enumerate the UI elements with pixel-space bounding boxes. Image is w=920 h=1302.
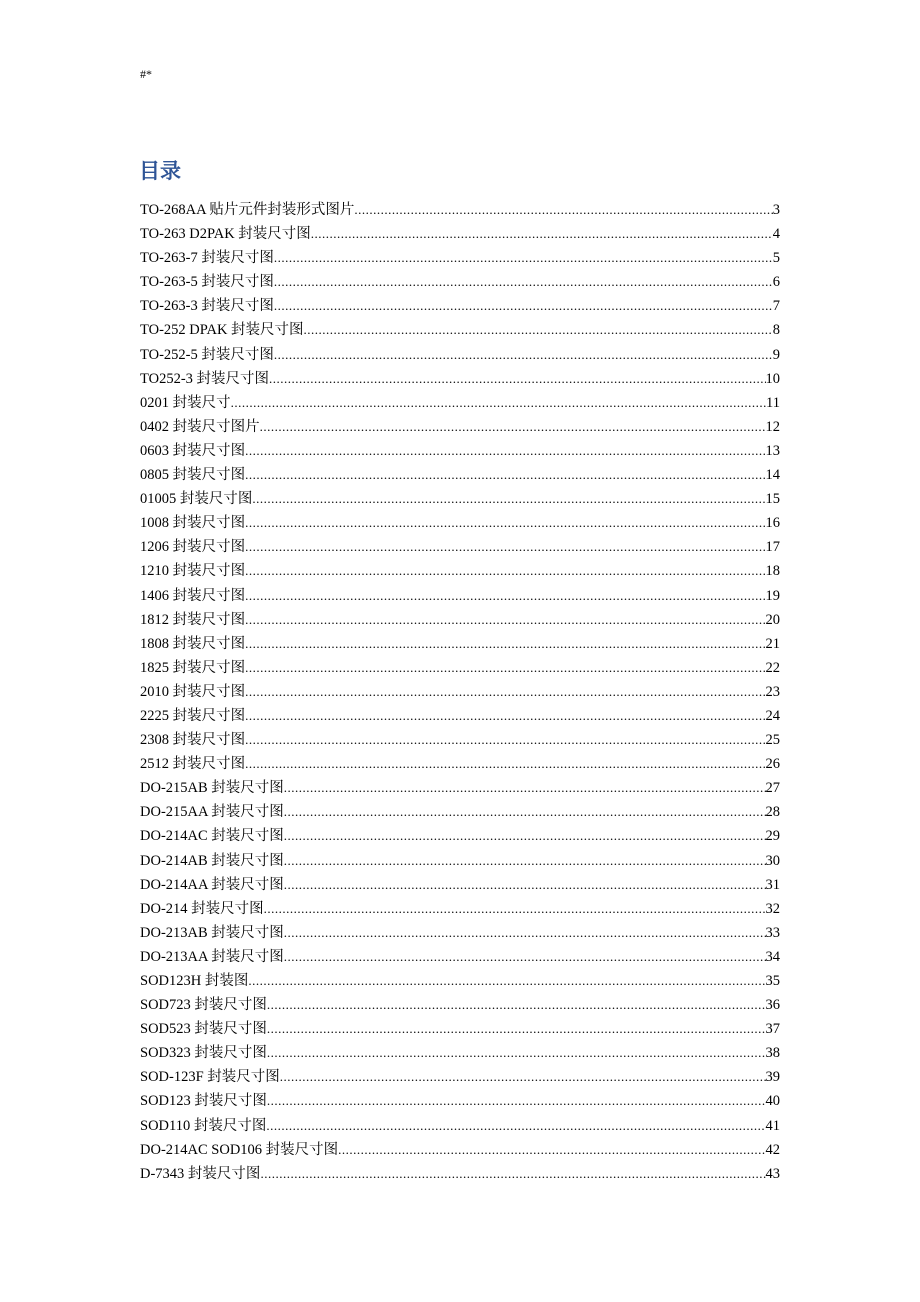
toc-entry-page-number: 32: [765, 900, 780, 917]
toc-entry[interactable]: [140, 969, 780, 993]
toc-entry-label: 2225 封装尺寸图: [140, 707, 246, 724]
toc-dot-leader: [245, 680, 765, 704]
toc-entry[interactable]: [140, 222, 780, 246]
toc-entry[interactable]: [140, 1162, 780, 1186]
toc-entry[interactable]: [140, 270, 780, 294]
toc-dot-leader: [274, 246, 773, 270]
toc-entry-page-number: 21: [765, 635, 780, 652]
toc-entry[interactable]: [140, 367, 780, 391]
toc-dot-leader: [284, 945, 766, 969]
toc-entry-page-number: 23: [765, 683, 780, 700]
toc-entry-page-number: 7: [772, 298, 780, 315]
toc-entry[interactable]: [140, 318, 780, 342]
toc-entry-label: DO-214AC 封装尺寸图: [140, 828, 284, 845]
toc-entry-label: SOD123H 封装图: [140, 973, 249, 989]
toc-dot-leader: [260, 415, 766, 439]
toc-entry-page-number: 30: [765, 852, 780, 869]
toc-entry-page-number: 20: [765, 611, 780, 628]
toc-entry[interactable]: [140, 945, 780, 969]
toc-entry-label: TO-263-5 封装尺寸图: [140, 274, 274, 291]
toc-entry[interactable]: [140, 439, 780, 463]
toc-entry[interactable]: [140, 776, 780, 800]
toc-entry[interactable]: [140, 632, 780, 656]
toc-entry[interactable]: [140, 1017, 780, 1041]
toc-dot-leader: [248, 969, 765, 993]
toc-entry[interactable]: [140, 824, 780, 848]
toc-entry-page-number: 17: [765, 539, 780, 556]
toc-dot-leader: [252, 487, 765, 511]
toc-dot-leader: [269, 367, 765, 391]
toc-entry-page-number: 33: [765, 924, 780, 941]
toc-entry-page-number: 9: [772, 346, 780, 363]
toc-entry-label: 0201 封装尺寸: [140, 394, 231, 411]
toc-entry[interactable]: [140, 487, 780, 511]
toc-entry[interactable]: [140, 463, 780, 487]
toc-entry[interactable]: [140, 1114, 780, 1138]
toc-dot-leader: [267, 993, 766, 1017]
toc-entry-label: 0603 封装尺寸图: [140, 442, 246, 459]
toc-entry-label: TO252-3 封装尺寸图: [140, 370, 270, 387]
toc-entry-page-number: 11: [766, 394, 780, 411]
toc-entry-page-number: 40: [765, 1093, 780, 1110]
toc-entry-label: D-7343 封装尺寸图: [140, 1165, 261, 1182]
toc-entry[interactable]: [140, 535, 780, 559]
toc-dot-leader: [267, 1017, 766, 1041]
header-mark: #*: [140, 67, 152, 81]
toc-dot-leader: [260, 1162, 765, 1186]
toc-entry-label: SOD723 封装尺寸图: [140, 997, 267, 1014]
toc-entry-label: DO-213AA 封装尺寸图: [140, 948, 284, 965]
toc-entry-page-number: 10: [765, 370, 780, 387]
toc-entry[interactable]: [140, 680, 780, 704]
toc-entry-page-number: 19: [765, 587, 780, 604]
toc-entry-label: 2010 封装尺寸图: [140, 683, 246, 700]
toc-entry[interactable]: [140, 800, 780, 824]
toc-entry-label: 1406 封装尺寸图: [140, 587, 246, 604]
toc-entry-page-number: 43: [765, 1165, 780, 1182]
toc-entry-page-number: 15: [765, 491, 780, 508]
toc-entry-label: TO-263 D2PAK 封装尺寸图: [140, 226, 311, 243]
toc-entry-page-number: 6: [772, 274, 780, 291]
toc-entry-label: DO-213AB 封装尺寸图: [140, 924, 284, 941]
toc-entry-page-number: 12: [765, 418, 780, 435]
toc-entry-page-number: 29: [765, 828, 780, 845]
toc-entry-page-number: 5: [772, 250, 780, 267]
toc-entry-page-number: 35: [765, 973, 780, 989]
toc-entry-page-number: 27: [765, 780, 780, 797]
toc-entry[interactable]: [140, 198, 780, 222]
toc-list: [140, 198, 780, 1186]
toc-entry[interactable]: [140, 343, 780, 367]
toc-dot-leader: [311, 222, 773, 246]
toc-entry-label: TO-263-3 封装尺寸图: [140, 298, 274, 315]
toc-entry[interactable]: [140, 584, 780, 608]
toc-entry-label: TO-252 DPAK 封装尺寸图: [140, 322, 304, 339]
toc-dot-leader: [354, 198, 772, 222]
toc-dot-leader: [245, 511, 765, 535]
toc-entry-label: DO-214AC SOD106 封装尺寸图: [140, 1141, 339, 1158]
toc-entry-label: SOD323 封装尺寸图: [140, 1045, 267, 1062]
toc-dot-leader: [231, 391, 766, 415]
toc-entry-page-number: 42: [765, 1141, 780, 1158]
toc-entry-label: 01005 封装尺寸图: [140, 491, 253, 508]
toc-dot-leader: [245, 728, 765, 752]
toc-entry-label: DO-214AB 封装尺寸图: [140, 852, 284, 869]
toc-entry[interactable]: [140, 1065, 780, 1089]
toc-entry-page-number: 39: [765, 1069, 780, 1086]
toc-entry[interactable]: [140, 897, 780, 921]
toc-entry-label: TO-268AA 贴片元件封装形式图片: [140, 202, 355, 218]
toc-entry[interactable]: [140, 1089, 780, 1113]
toc-dot-leader: [245, 632, 765, 656]
toc-entry-label: 0402 封装尺寸图片: [140, 418, 260, 435]
toc-dot-leader: [284, 849, 766, 873]
toc-dot-leader: [304, 318, 773, 342]
toc-entry-label: DO-215AA 封装尺寸图: [140, 804, 284, 821]
toc-dot-leader: [245, 463, 765, 487]
toc-dot-leader: [267, 1041, 766, 1065]
toc-entry-page-number: 37: [765, 1021, 780, 1038]
toc-dot-leader: [338, 1138, 765, 1162]
toc-entry-page-number: 28: [765, 804, 780, 821]
toc-dot-leader: [266, 1114, 765, 1138]
toc-entry[interactable]: [140, 1041, 780, 1065]
toc-entry-page-number: 14: [765, 467, 780, 484]
toc-entry-label: 1812 封装尺寸图: [140, 611, 246, 628]
toc-dot-leader: [245, 439, 765, 463]
toc-entry-page-number: 34: [765, 948, 780, 965]
toc-entry[interactable]: [140, 246, 780, 270]
toc-entry[interactable]: [140, 559, 780, 583]
toc-dot-leader: [284, 921, 766, 945]
toc-dot-leader: [245, 752, 765, 776]
toc-entry-label: DO-214 封装尺寸图: [140, 900, 264, 917]
toc-entry[interactable]: [140, 391, 780, 415]
toc-dot-leader: [284, 824, 766, 848]
toc-entry-label: 2308 封装尺寸图: [140, 732, 246, 749]
toc-dot-leader: [245, 535, 765, 559]
toc-entry-page-number: 24: [765, 707, 780, 724]
toc-dot-leader: [284, 776, 766, 800]
toc-entry-label: SOD123 封装尺寸图: [140, 1093, 267, 1110]
toc-entry-page-number: 26: [765, 756, 780, 773]
toc-entry-label: 0805 封装尺寸图: [140, 467, 246, 484]
toc-entry[interactable]: [140, 511, 780, 535]
toc-dot-leader: [284, 800, 766, 824]
toc-entry[interactable]: [140, 993, 780, 1017]
toc-entry-label: 2512 封装尺寸图: [140, 756, 246, 773]
toc-entry[interactable]: [140, 849, 780, 873]
toc-entry[interactable]: [140, 608, 780, 632]
toc-entry-label: 1210 封装尺寸图: [140, 563, 246, 580]
toc-entry-page-number: 13: [765, 442, 780, 459]
toc-entry[interactable]: [140, 656, 780, 680]
toc-entry-label: DO-214AA 封装尺寸图: [140, 876, 284, 893]
toc-dot-leader: [274, 343, 773, 367]
toc-entry[interactable]: [140, 294, 780, 318]
toc-dot-leader: [274, 270, 773, 294]
toc-dot-leader: [267, 1089, 766, 1113]
toc-entry[interactable]: [140, 873, 780, 897]
toc-entry-page-number: 3: [772, 202, 780, 218]
toc-dot-leader: [264, 897, 766, 921]
toc-entry-page-number: 31: [765, 876, 780, 893]
toc-entry[interactable]: [140, 921, 780, 945]
toc-entry-label: SOD523 封装尺寸图: [140, 1021, 267, 1038]
toc-entry-page-number: 8: [772, 322, 780, 339]
toc-entry[interactable]: [140, 704, 780, 728]
toc-entry-page-number: 25: [765, 732, 780, 749]
toc-entry-page-number: 22: [765, 659, 780, 676]
toc-dot-leader: [245, 704, 765, 728]
toc-entry[interactable]: [140, 728, 780, 752]
toc-entry-label: SOD-123F 封装尺寸图: [140, 1069, 280, 1086]
toc-dot-leader: [245, 608, 765, 632]
toc-entry-page-number: 38: [765, 1045, 780, 1062]
toc-entry-label: TO-263-7 封装尺寸图: [140, 250, 274, 267]
toc-dot-leader: [245, 656, 765, 680]
toc-entry-label: DO-215AB 封装尺寸图: [140, 780, 284, 797]
toc-dot-leader: [274, 294, 773, 318]
toc-entry-page-number: 36: [765, 997, 780, 1014]
toc-entry[interactable]: [140, 752, 780, 776]
toc-entry-page-number: 18: [765, 563, 780, 580]
toc-dot-leader: [280, 1065, 766, 1089]
toc-dot-leader: [245, 559, 765, 583]
toc-entry-label: 1206 封装尺寸图: [140, 539, 246, 556]
toc-entry-label: SOD110 封装尺寸图: [140, 1117, 267, 1134]
toc-entry[interactable]: [140, 415, 780, 439]
toc-entry-page-number: 4: [772, 226, 780, 243]
toc-entry-label: 1808 封装尺寸图: [140, 635, 246, 652]
toc-entry-page-number: 16: [765, 515, 780, 532]
toc-entry[interactable]: [140, 1138, 780, 1162]
toc-entry-page-number: 41: [765, 1117, 780, 1134]
toc-title: 目录: [139, 159, 181, 183]
toc-entry-label: 1008 封装尺寸图: [140, 515, 246, 532]
toc-entry-label: 1825 封装尺寸图: [140, 659, 246, 676]
toc-entry-label: TO-252-5 封装尺寸图: [140, 346, 274, 363]
toc-dot-leader: [284, 873, 766, 897]
toc-dot-leader: [245, 584, 765, 608]
